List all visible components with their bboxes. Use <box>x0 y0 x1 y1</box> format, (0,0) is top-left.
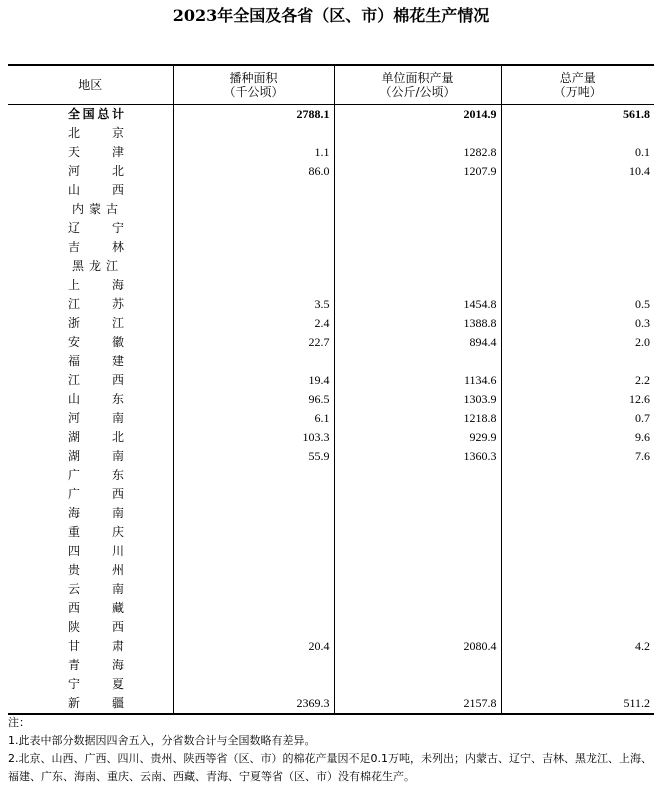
table-body <box>8 105 654 715</box>
cell-sown-area <box>173 200 334 219</box>
region-name: 青海 <box>68 658 124 672</box>
cell-yield-per-area <box>334 523 501 542</box>
region-name: 辽宁 <box>68 221 124 235</box>
cell-region <box>8 542 173 561</box>
cell-total-output <box>501 219 654 238</box>
cell-region <box>8 276 173 295</box>
cell-yield-per-area <box>334 219 501 238</box>
cell-yield-per-area <box>334 561 501 580</box>
header-yield-label: 单位面积产量 <box>381 71 454 85</box>
region-name: 湖北 <box>68 430 124 444</box>
table-header-row <box>8 65 654 105</box>
region-name: 山西 <box>68 183 124 197</box>
cell-yield-per-area: 1134.6 <box>334 371 501 390</box>
cell-region <box>8 124 173 143</box>
table-row <box>8 124 654 143</box>
region-name: 西藏 <box>68 601 124 615</box>
table-row <box>8 466 654 485</box>
cell-sown-area: 2788.1 <box>173 105 334 125</box>
cell-total-output <box>501 466 654 485</box>
region-name: 山东 <box>68 392 124 406</box>
cell-region <box>8 200 173 219</box>
region-name: 江苏 <box>68 297 124 311</box>
cell-yield-per-area <box>334 599 501 618</box>
table-row <box>8 599 654 618</box>
cell-total-output <box>501 675 654 694</box>
region-name: 广西 <box>68 487 124 501</box>
table-row <box>8 409 654 428</box>
cell-region <box>8 162 173 181</box>
cell-sown-area <box>173 599 334 618</box>
cell-region <box>8 428 173 447</box>
cell-total-output <box>501 124 654 143</box>
cell-sown-area: 3.5 <box>173 295 334 314</box>
cell-sown-area: 103.3 <box>173 428 334 447</box>
cell-yield-per-area: 1207.9 <box>334 162 501 181</box>
table-row <box>8 276 654 295</box>
cell-yield-per-area <box>334 276 501 295</box>
cell-sown-area <box>173 523 334 542</box>
cell-region <box>8 466 173 485</box>
region-name: 天津 <box>68 145 124 159</box>
region-name: 全国总计 <box>68 107 124 121</box>
table-row <box>8 504 654 523</box>
header-yield-per-area <box>334 65 501 105</box>
cell-yield-per-area: 1303.9 <box>334 390 501 409</box>
cell-sown-area: 2369.3 <box>173 694 334 714</box>
region-name: 浙江 <box>68 316 124 330</box>
region-name: 重庆 <box>68 525 124 539</box>
table-row <box>8 181 654 200</box>
cell-total-output <box>501 599 654 618</box>
cell-region <box>8 656 173 675</box>
cell-total-output: 7.6 <box>501 447 654 466</box>
footnote-1: 1.此表中部分数据因四舍五入，分省数合计与全国数略有差异。 <box>8 734 316 747</box>
footnote-2: 2.北京、山西、广西、四川、贵州、陕西等省（区、市）的棉花产量因不足0.1万吨，未列出；内蒙古、辽宁、吉林、黑龙江、上海、福建、广东、海南、重庆、云南、西藏、青海、宁夏等省（区、市）没有棉花生产。 <box>8 752 652 783</box>
table-row <box>8 238 654 257</box>
cell-sown-area: 2.4 <box>173 314 334 333</box>
cell-yield-per-area <box>334 485 501 504</box>
cell-yield-per-area: 1454.8 <box>334 295 501 314</box>
cell-yield-per-area <box>334 466 501 485</box>
region-name: 新疆 <box>68 696 124 710</box>
region-name: 陕西 <box>68 620 124 634</box>
cell-region <box>8 409 173 428</box>
cell-region <box>8 561 173 580</box>
footnote-heading: 注： <box>8 716 30 729</box>
region-name: 海南 <box>68 506 124 520</box>
region-name: 安徽 <box>68 335 124 349</box>
table-row <box>8 637 654 656</box>
table-row <box>8 390 654 409</box>
cell-region <box>8 352 173 371</box>
table-row <box>8 542 654 561</box>
table-row <box>8 618 654 637</box>
footnotes <box>8 714 654 786</box>
cell-yield-per-area <box>334 542 501 561</box>
cell-region <box>8 675 173 694</box>
cell-yield-per-area <box>334 580 501 599</box>
cell-yield-per-area <box>334 200 501 219</box>
table-row <box>8 523 654 542</box>
cell-sown-area <box>173 257 334 276</box>
table-row <box>8 352 654 371</box>
cell-total-output: 511.2 <box>501 694 654 714</box>
table-row <box>8 580 654 599</box>
table-row <box>8 333 654 352</box>
cell-yield-per-area: 929.9 <box>334 428 501 447</box>
cell-region <box>8 219 173 238</box>
cell-sown-area <box>173 466 334 485</box>
cell-region <box>8 504 173 523</box>
cell-yield-per-area <box>334 352 501 371</box>
cell-region <box>8 314 173 333</box>
region-name: 四川 <box>68 544 124 558</box>
cell-sown-area <box>173 542 334 561</box>
region-name: 宁夏 <box>68 677 124 691</box>
cell-yield-per-area <box>334 618 501 637</box>
cell-sown-area <box>173 561 334 580</box>
cell-sown-area: 22.7 <box>173 333 334 352</box>
region-name: 河南 <box>68 411 124 425</box>
cell-region <box>8 599 173 618</box>
cell-total-output <box>501 352 654 371</box>
table-row <box>8 143 654 162</box>
table-row <box>8 485 654 504</box>
table-row <box>8 257 654 276</box>
cell-total-output: 0.7 <box>501 409 654 428</box>
cell-region <box>8 694 173 714</box>
table-row <box>8 200 654 219</box>
cell-region <box>8 618 173 637</box>
region-name: 福建 <box>68 354 124 368</box>
region-name: 甘肃 <box>68 639 124 653</box>
cell-total-output: 4.2 <box>501 637 654 656</box>
cell-total-output <box>501 580 654 599</box>
header-sown-area-label: 播种面积 <box>229 71 278 85</box>
page-title: 2023年全国及各省（区、市）棉花生产情况 <box>172 6 490 25</box>
cell-yield-per-area <box>334 238 501 257</box>
cell-sown-area <box>173 276 334 295</box>
cell-yield-per-area: 1218.8 <box>334 409 501 428</box>
cell-total-output <box>501 542 654 561</box>
table-row <box>8 371 654 390</box>
table-row <box>8 675 654 694</box>
header-yield-unit: （公斤/公顷） <box>379 85 456 99</box>
cell-total-output: 12.6 <box>501 390 654 409</box>
cell-yield-per-area <box>334 181 501 200</box>
header-total-output <box>501 65 654 105</box>
cell-yield-per-area <box>334 675 501 694</box>
region-name: 上海 <box>68 278 124 292</box>
header-output-label: 总产量 <box>559 71 596 85</box>
header-output-unit: （万吨） <box>553 85 602 99</box>
cell-total-output: 2.2 <box>501 371 654 390</box>
region-name: 贵州 <box>68 563 124 577</box>
region-name: 广东 <box>68 468 124 482</box>
cell-total-output <box>501 561 654 580</box>
table-row <box>8 314 654 333</box>
cell-yield-per-area <box>334 504 501 523</box>
cell-yield-per-area: 1388.8 <box>334 314 501 333</box>
cell-region <box>8 580 173 599</box>
cell-yield-per-area: 2157.8 <box>334 694 501 714</box>
cell-region <box>8 257 173 276</box>
header-region <box>8 65 173 105</box>
cell-total-output: 9.6 <box>501 428 654 447</box>
cell-total-output: 561.8 <box>501 105 654 125</box>
cell-total-output <box>501 238 654 257</box>
cell-region <box>8 333 173 352</box>
cell-region <box>8 105 173 125</box>
table-row <box>8 162 654 181</box>
cell-sown-area: 86.0 <box>173 162 334 181</box>
cell-sown-area <box>173 124 334 143</box>
region-name: 湖南 <box>68 449 124 463</box>
cell-total-output: 0.3 <box>501 314 654 333</box>
region-name: 河北 <box>68 164 124 178</box>
cell-yield-per-area: 1282.8 <box>334 143 501 162</box>
cell-total-output: 0.1 <box>501 143 654 162</box>
table-row-total <box>8 105 654 125</box>
cell-total-output <box>501 485 654 504</box>
cell-sown-area: 1.1 <box>173 143 334 162</box>
table-row <box>8 447 654 466</box>
cell-total-output <box>501 200 654 219</box>
region-name: 黑龙江 <box>72 259 118 273</box>
cell-region <box>8 238 173 257</box>
cell-sown-area: 96.5 <box>173 390 334 409</box>
cell-region <box>8 143 173 162</box>
cell-total-output <box>501 523 654 542</box>
cell-sown-area <box>173 656 334 675</box>
cell-region <box>8 637 173 656</box>
region-name: 吉林 <box>68 240 124 254</box>
header-sown-area <box>173 65 334 105</box>
cell-total-output <box>501 181 654 200</box>
region-name: 北京 <box>68 126 124 140</box>
region-name: 云南 <box>68 582 124 596</box>
cell-sown-area <box>173 580 334 599</box>
cell-yield-per-area <box>334 656 501 675</box>
cell-sown-area <box>173 238 334 257</box>
table-row <box>8 428 654 447</box>
cell-total-output <box>501 618 654 637</box>
cell-total-output <box>501 656 654 675</box>
cell-total-output: 2.0 <box>501 333 654 352</box>
cell-yield-per-area <box>334 257 501 276</box>
cell-region <box>8 390 173 409</box>
header-sown-area-unit: （千公顷） <box>223 85 284 99</box>
cell-sown-area: 19.4 <box>173 371 334 390</box>
cell-sown-area: 6.1 <box>173 409 334 428</box>
cell-region <box>8 295 173 314</box>
cell-yield-per-area <box>334 124 501 143</box>
cell-total-output: 0.5 <box>501 295 654 314</box>
table-row <box>8 295 654 314</box>
cell-sown-area: 55.9 <box>173 447 334 466</box>
cell-yield-per-area: 1360.3 <box>334 447 501 466</box>
cell-region <box>8 523 173 542</box>
cell-sown-area <box>173 504 334 523</box>
cell-yield-per-area: 894.4 <box>334 333 501 352</box>
cell-region <box>8 485 173 504</box>
cell-total-output <box>501 504 654 523</box>
cell-sown-area: 20.4 <box>173 637 334 656</box>
cell-sown-area <box>173 219 334 238</box>
cell-total-output <box>501 257 654 276</box>
cell-yield-per-area: 2014.9 <box>334 105 501 125</box>
cell-yield-per-area: 2080.4 <box>334 637 501 656</box>
table-row <box>8 694 654 714</box>
header-region-label: 地区 <box>78 78 103 92</box>
cell-sown-area <box>173 181 334 200</box>
table-row <box>8 219 654 238</box>
cell-total-output: 10.4 <box>501 162 654 181</box>
cell-total-output <box>501 276 654 295</box>
cotton-production-table <box>8 64 654 715</box>
cell-sown-area <box>173 352 334 371</box>
cell-region <box>8 447 173 466</box>
cell-region <box>8 371 173 390</box>
table-row <box>8 656 654 675</box>
region-name: 内蒙古 <box>72 202 118 216</box>
cell-sown-area <box>173 485 334 504</box>
cell-sown-area <box>173 675 334 694</box>
cell-region <box>8 181 173 200</box>
region-name: 江西 <box>68 373 124 387</box>
table-row <box>8 561 654 580</box>
cell-sown-area <box>173 618 334 637</box>
